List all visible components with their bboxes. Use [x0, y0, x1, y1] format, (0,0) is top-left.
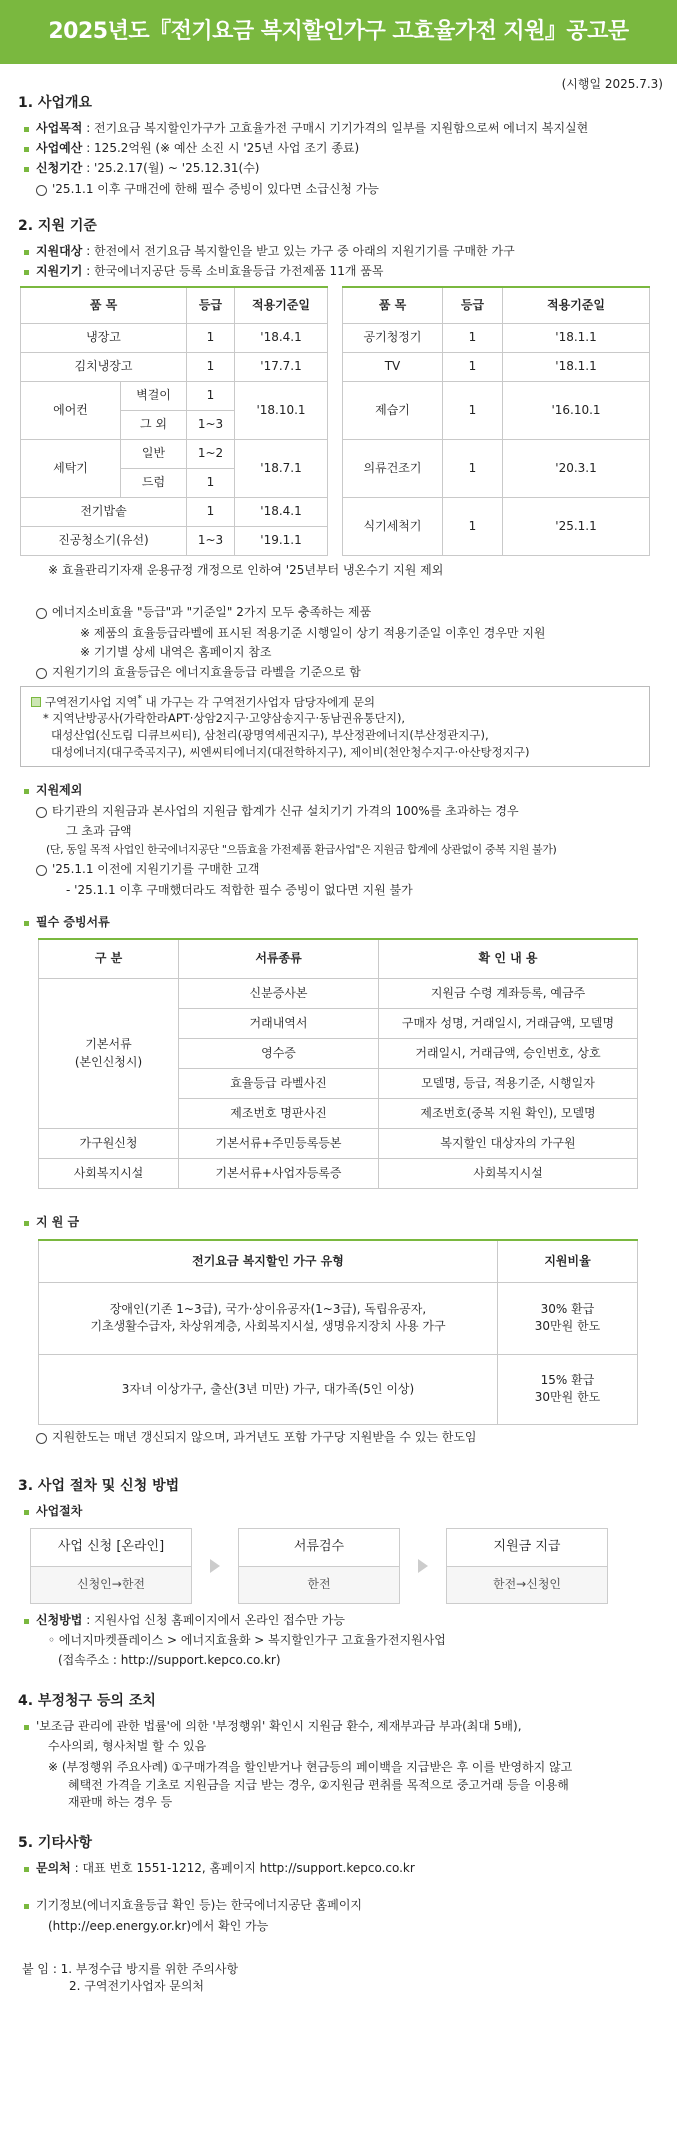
section-5-heading: 5. 기타사항	[18, 1835, 93, 1852]
attachments: 붙 임 : 1. 부정수급 방지를 위한 주의사항 2. 구역전기사업자 문의처	[22, 1961, 239, 1994]
table-row: 장애인(기존 1~3급), 국가·상이유공자(1~3급), 독립유공자, 기초생활수급자, 차상위계층, 사회복지시설, 생명유지장치 사용 가구 30% 환급 30만원 한도	[39, 1282, 638, 1354]
arrow-right-icon	[210, 1559, 220, 1573]
table-row: 가구원신청 기본서류+주민등록등본 복지할인 대상자의 가구원	[39, 1129, 638, 1159]
section-4-heading: 4. 부정청구 등의 조치	[18, 1693, 156, 1710]
section-1-heading: 1. 사업개요	[18, 95, 93, 112]
docs-table: 구 분 서류종류 확 인 내 용 기본서류 (본인신청시) 신분증사본 지원금 수령 계좌등록, 예금주 거래내역서 구매자 성명, 거래일시, 거래금액, 모델명 영수증 거래일시, 거래금액, 승인번호, 상호 효율등급 라벨사진 모델명, 등급, 적용기준, 시행일자 제조번호 명판사진 제조번호(중복 지원 확인), 모델명 가구원신청 기본서류+주민등록등본 복지할인 대상자의 가구원 사회복지시설 기본서류+사업자등록증 사회복지시설	[38, 938, 638, 1190]
table-row: 거래내역서 구매자 성명, 거래일시, 거래금액, 모델명	[39, 1009, 638, 1039]
table-row: 그 외 1~3	[21, 410, 328, 439]
exclusion-1c: (단, 동일 목적 사업인 한국에너지공단 "으뜸효율 가전제품 환급사업"은 지원금 합계에 상관없이 중복 지원 불가)	[46, 843, 557, 857]
info-item-url: (http://eep.energy.or.kr)에서 확인 가능	[48, 1918, 269, 1933]
table-row: 기본서류 (본인신청시) 신분증사본 지원금 수령 계좌등록, 예금주	[39, 979, 638, 1009]
exclusion-1: 타기관의 지원금과 본사업의 지원금 합계가 신규 설치기기 가격의 100%를 초과하는 경우	[18, 803, 659, 820]
table-row: 에어컨 벽걸이 1 '18.10.1	[21, 381, 328, 410]
exclusion-2b: - '25.1.1 이후 구매했더라도 적합한 필수 증빙이 없다면 지원 불가	[66, 882, 413, 897]
arrow-right-icon	[418, 1559, 428, 1573]
table-row: 사회복지시설 기본서류+사업자등록증 사회복지시설	[39, 1159, 638, 1189]
exclusion-1b: 그 초과 금액	[66, 824, 132, 839]
table-row: 제조번호 명판사진 제조번호(중복 지원 확인), 모델명	[39, 1099, 638, 1129]
table-row: 진공청소기(유선) 1~3 '19.1.1	[21, 526, 328, 555]
table-row: 의류건조기 1 '20.3.1	[343, 439, 650, 497]
fraud-note-2: 혜택전 가격을 기초로 지원금을 지급 받는 경우, ②지원금 편취를 목적으로 중고거래 등을 이용해	[68, 1777, 569, 1792]
docs-heading: 필수 증빙서류	[18, 914, 659, 931]
device-table-left: 품 목 등급 적용기준일 냉장고 1 '18.4.1 김치냉장고 1 '17.7.1 에어컨 벽걸이 1 '18.10.1 그 외 1~3 세탁기 일반 1~2 '18.7.1 드럼 1 전기밥솥 1 '18.4.1 진공청소기(유선) 1~3 '19.1.1	[20, 286, 328, 556]
table-row: 냉장고 1 '18.4.1	[21, 323, 328, 352]
table-row: 제습기 1 '16.10.1	[343, 381, 650, 439]
fraud-note-1: ※ (부정행위 주요사례) ①구매가격을 할인받거나 현금등의 페이백을 지급받은 후 이를 반영하지 않고	[48, 1760, 573, 1775]
device-tables	[20, 286, 650, 556]
amount-note: 지원한도는 매년 갱신되지 않으며, 과거년도 포함 가구당 지원받을 수 있는 한도임	[18, 1429, 659, 1446]
criteria-1b: ※ 기기별 상세 내역은 홈페이지 참조	[80, 645, 272, 659]
checkbox-mark-icon	[31, 697, 41, 707]
table-row: 김치냉장고 1 '17.7.1	[21, 352, 328, 381]
period-item: 신청기간 : '25.2.17(월) ~ '25.12.31(수)	[18, 160, 659, 177]
notice-title: 2025년도『전기요금 복지할인가구 고효율가전 지원』공고문	[0, 0, 677, 64]
table-row: 영수증 거래일시, 거래금액, 승인번호, 상호	[39, 1039, 638, 1069]
criteria-1a: ※ 제품의 효율등급라벨에 표시된 적용기준 시행일이 상기 적용기준일 이후인 경우만 지원	[80, 625, 546, 640]
fraud-item-cont: 수사의뢰, 형사처벌 할 수 있음	[48, 1738, 207, 1753]
device-table-right: 품 목 등급 적용기준일 공기청정기 1 '18.1.1 TV 1 '18.1.1 제습기 1 '16.10.1 의류건조기 1 '20.3.1 식기세척기 1 '25.1.1	[342, 286, 650, 556]
note-cooler: ※ 효율관리기자재 운용규정 개정으로 인하여 '25년부터 냉온수기 지원 제외	[48, 562, 444, 577]
district-electric-box: 구역전기사업 지역* 내 가구는 각 구역전기사업자 담당자에게 문의 * 지역난방공사(가락한라APT·상암2지구·고양삼송지구·동남권유통단지), 대성산업(신도림 디큐브씨티), 삼천리(광명역세권지구), 부산정관에너지(부산정관지구), 대성에너지(대구죽곡지구), 씨엔씨티에너지(대전학하지구), 제이비(천안청수지구·아산탕정지구)	[20, 686, 650, 768]
contact-item: 문의처 : 대표 번호 1551-1212, 홈페이지 http://support.kepco.co.kr	[18, 1860, 659, 1877]
step-apply: 사업 신청 [온라인] 신청인→한전	[30, 1528, 192, 1604]
table-row: 효율등급 라벨사진 모델명, 등급, 적용기준, 시행일자	[39, 1069, 638, 1099]
section-3-heading: 3. 사업 절차 및 신청 방법	[18, 1478, 180, 1495]
method-url[interactable]: (접속주소 : http://support.kepco.co.kr)	[58, 1652, 281, 1667]
table-row: 3자녀 이상가구, 출산(3년 미만) 가구, 대가족(5인 이상) 15% 환급 30만원 한도	[39, 1354, 638, 1424]
criteria-1: 에너지소비효율 "등급"과 "기준일" 2가지 모두 충족하는 제품	[18, 604, 659, 621]
amount-heading: 지 원 금	[18, 1214, 659, 1231]
table-row: 식기세척기 1 '25.1.1	[343, 497, 650, 555]
period-note: '25.1.1 이후 구매건에 한해 필수 증빙이 있다면 소급신청 가능	[18, 181, 659, 198]
process-heading: 사업절차	[18, 1503, 659, 1520]
table-row: TV 1 '18.1.1	[343, 352, 650, 381]
table-row: 드럼 1	[21, 468, 328, 497]
fraud-item: '보조금 관리에 관한 법률'에 의한 '부정행위' 확인시 지원금 환수, 제재부과금 부과(최대 5배),	[18, 1718, 659, 1735]
budget-item: 사업예산 : 125.2억원 (※ 예산 소진 시 '25년 사업 조기 종료)	[18, 140, 659, 157]
target-item: 지원대상 : 한전에서 전기요금 복지할인을 받고 있는 가구 중 아래의 지원기기를 구매한 가구	[18, 243, 659, 260]
section-2-heading: 2. 지원 기준	[18, 218, 97, 235]
criteria-2: 지원기기의 효율등급은 에너지효율등급 라벨을 기준으로 함	[18, 664, 659, 681]
table-row: 공기청정기 1 '18.1.1	[343, 323, 650, 352]
method-item: 신청방법 : 지원사업 신청 홈페이지에서 온라인 접수만 가능	[18, 1612, 659, 1629]
info-item: 기기정보(에너지효율등급 확인 등)는 한국에너지공단 홈페이지	[18, 1897, 659, 1914]
exclusion-2: '25.1.1 이전에 지원기기를 구매한 고객	[18, 861, 659, 878]
table-row: 전기밥솥 1 '18.4.1	[21, 497, 328, 526]
process-flow	[30, 1528, 677, 1604]
table-row: 세탁기 일반 1~2 '18.7.1	[21, 439, 328, 468]
step-payment: 지원금 지급 한전→신청인	[446, 1528, 608, 1604]
purpose-item: 사업목적 : 전기요금 복지할인가구가 고효율가전 구매시 기기가격의 일부를 지원함으로써 에너지 복지실현	[18, 120, 659, 137]
effective-date: (시행일 2025.7.3)	[561, 77, 663, 91]
step-review: 서류검수 한전	[238, 1528, 400, 1604]
fraud-note-3: 재판매 하는 경우 등	[68, 1795, 173, 1810]
device-item: 지원기기 : 한국에너지공단 등록 소비효율등급 가전제품 11개 품목	[18, 263, 659, 280]
method-path: ◦ 에너지마켓플레이스 > 에너지효율화 > 복지할인가구 고효율가전지원사업	[48, 1633, 446, 1648]
amount-table: 전기요금 복지할인 가구 유형 지원비율 장애인(기존 1~3급), 국가·상이유공자(1~3급), 독립유공자, 기초생활수급자, 차상위계층, 사회복지시설, 생명유지장치 사용 가구 30% 환급 30만원 한도 3자녀 이상가구, 출산(3년 미만) 가구, 대가족(5인 이상) 15% 환급 30만원 한도	[38, 1239, 638, 1425]
exclusion-heading: 지원제외	[18, 782, 659, 799]
